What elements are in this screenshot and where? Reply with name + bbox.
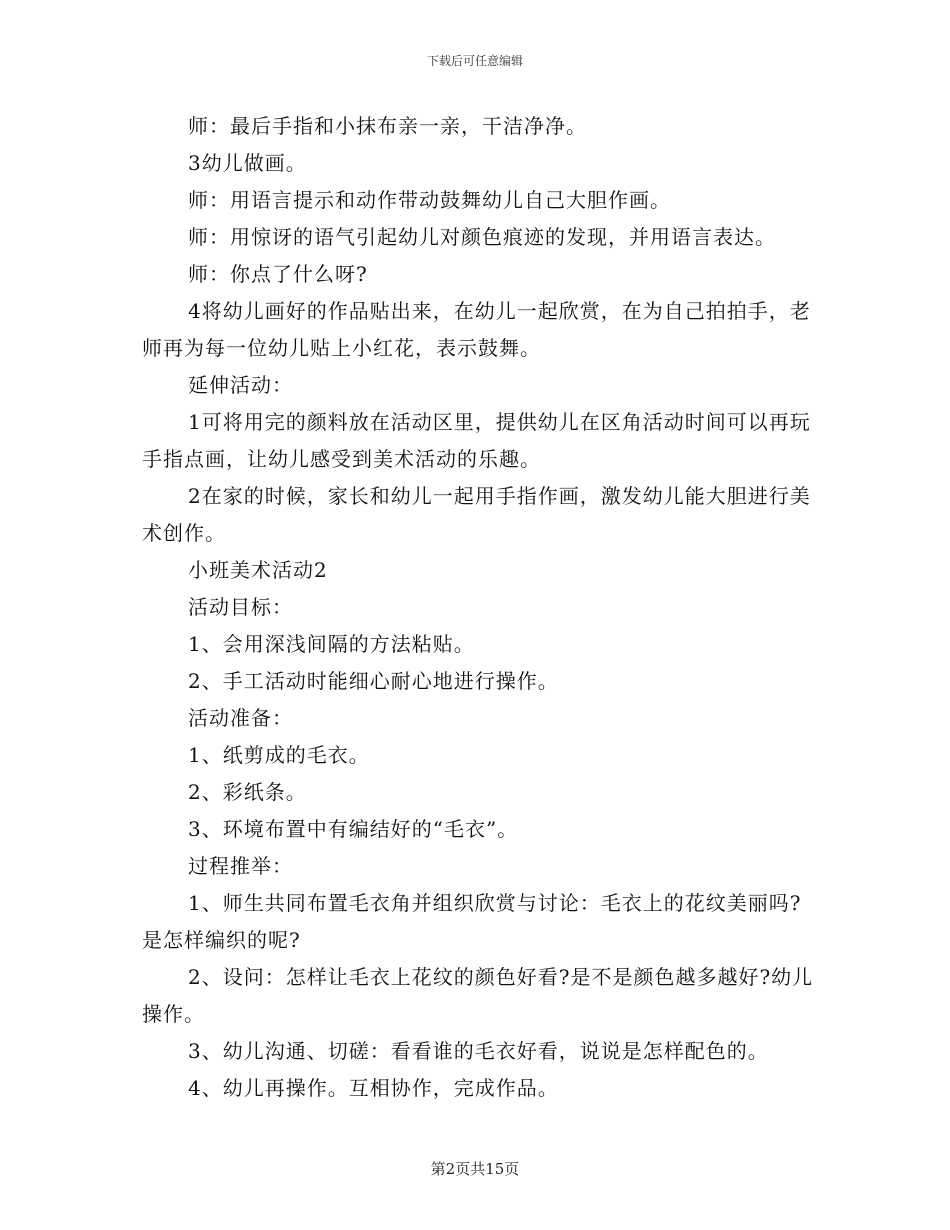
list-item: 2、彩纸条。 [188,780,307,804]
section-heading: 延伸活动： [188,373,293,397]
document-body [142,108,822,1107]
list-item: 1、会用深浅间隔的方法粘贴。 [188,632,475,656]
paragraph: 1可将用完的颜料放在活动区里，提供幼儿在区角活动时间可以再玩手指点画，让幼儿感受到美术活动的乐趣。 [142,410,811,471]
section-heading: 活动目标： [188,595,293,619]
paragraph: 4将幼儿画好的作品贴出来，在幼儿一起欣赏，在为自己拍拍手，老师再为每一位幼儿贴上小红花，表示鼓舞。 [142,299,811,360]
section-heading: 活动准备： [188,706,293,730]
paragraph: 3幼儿做画。 [188,151,307,175]
list-item: 2、设问：怎样让毛衣上花纹的颜色好看?是不是颜色越多越好?幼儿操作。 [142,965,814,1026]
list-item: 1、师生共同布置毛衣角并组织欣赏与讨论：毛衣上的花纹美丽吗?是怎样编织的呢? [142,891,802,952]
list-item: 1、纸剪成的毛衣。 [188,743,370,767]
paragraph: 师：你点了什么呀? [188,262,368,286]
list-item: 4、幼儿再操作。互相协作，完成作品。 [188,1076,559,1100]
list-item: 2、手工活动时能细心耐心地进行操作。 [188,669,559,693]
paragraph: 师：用语言提示和动作带动鼓舞幼儿自己大胆作画。 [188,188,671,212]
paragraph: 2在家的时候，家长和幼儿一起用手指作画，激发幼儿能大胆进行美术创作。 [142,484,811,545]
list-item: 3、环境布置中有编结好的“毛衣”。 [188,817,519,841]
section-heading: 过程推举： [188,854,293,878]
paragraph: 师：最后手指和小抹布亲一亲，干洁净净。 [188,114,587,138]
page-footer: 第2页共15页 [430,1160,520,1178]
paragraph: 师：用惊讶的语气引起幼儿对颜色痕迹的发现，并用语言表达。 [188,225,776,249]
section-title: 小班美术活动2 [188,558,328,582]
page-header: 下载后可任意编辑 [426,54,523,68]
list-item: 3、幼儿沟通、切磋：看看谁的毛衣好看，说说是怎样配色的。 [188,1039,769,1063]
